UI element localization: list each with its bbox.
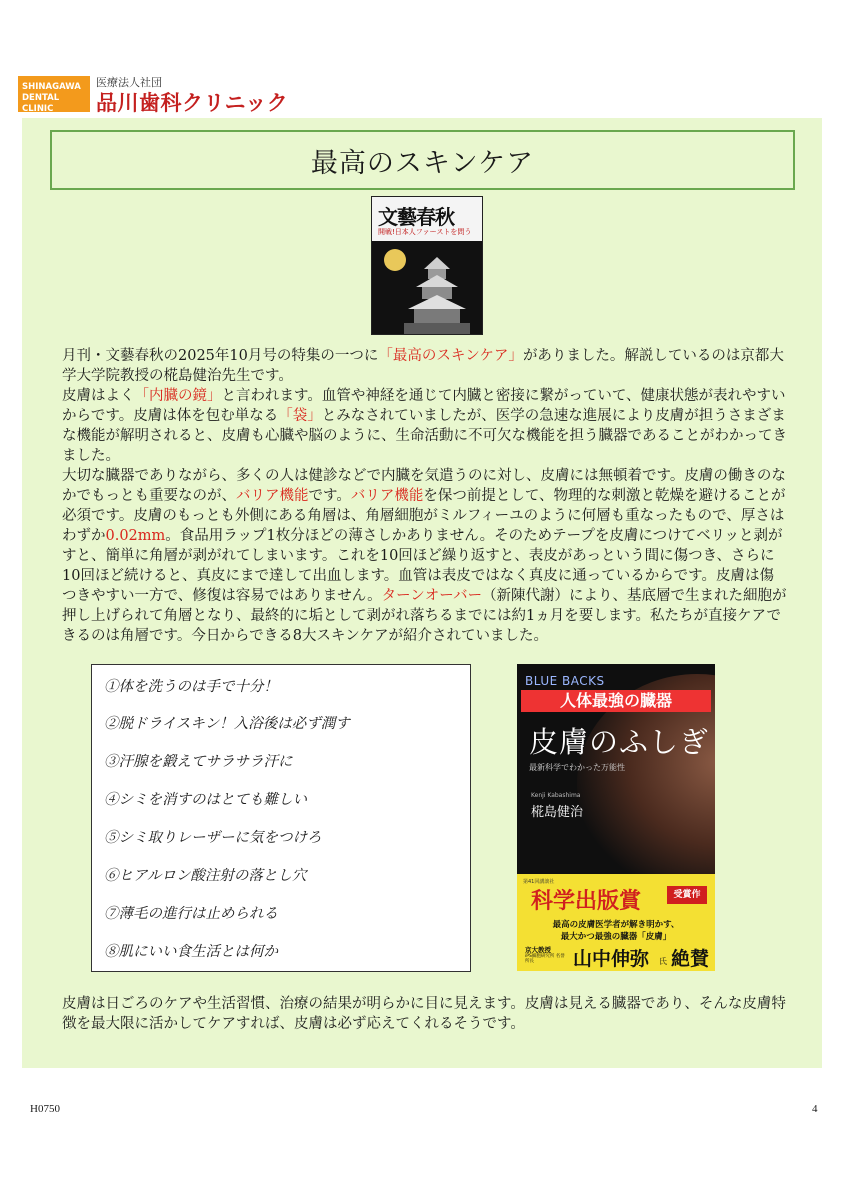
obi-honorific: 氏 [659,957,667,966]
magazine-cover-image [371,196,483,335]
book-cover-image [517,664,715,971]
text-segment: 皮膚はよく [62,388,135,404]
document-code: H0750 [30,1103,60,1115]
book-obi-band [517,874,715,971]
book-series: BLUE BACKS [525,674,605,688]
text-segment: （新陳代謝）により、基底層で生まれた細胞が押し上げられて角層となり、最終的に垢として剥がれ落ちるまでには約1ヵ月を要します。私たちが直接ケアできるのは角層です。今日からできる8大スキンケアが紹介されていました。 [62,588,787,644]
text-segment: がありました。解説しているのは京都大学大学院教授の椛島健治先生です。 [62,348,784,384]
article-body [62,346,787,646]
obi-award: 科学出版賞 [531,889,642,914]
obi-copy-line-2: 最大かつ最強の臓器「皮膚」 [560,932,672,942]
obi-affiliation: 京大教授 [525,946,551,954]
text-segment: を保つ前提として、物理的な刺激と乾燥を避けることが必須です。皮膚のもっとも外側にある角層は、角層細胞がミルフィーユのように何層も重なったもので、厚さはわずか [62,488,786,544]
logo-line-1: SHINAGAWA [22,82,81,92]
obi-affiliation-detail: iPS細胞研究所 名誉所長 [525,954,565,964]
paragraph-intro [62,346,787,386]
highlight-text: バリア機能 [236,488,309,504]
corporation-label: 医療法人社団 [96,76,162,89]
list-item: ⑥ヒアルロン酸注射の落とし穴 [104,868,307,884]
book-tagline: 最新科学でわかった万能性 [529,763,625,772]
list-item: ⑦薄毛の進行は止められる [104,906,278,922]
castle-icon [402,255,472,335]
award-badge: 受賞作 [667,886,707,904]
book-author-romaji: Kenji Kabashima [531,792,581,799]
text-segment: と言われます。血管や神経を通じて内臓と密接に繋がっていて、健康状態が表れやすいからです。皮膚は体を包む単なる [62,388,786,424]
text-segment: です。 [308,488,351,504]
highlight-text: 「最高のスキンケア」 [378,348,523,364]
list-item: ③汗腺を鍛えてサラサラ汗に [104,754,293,770]
highlight-text: 「内臓の鏡」 [134,388,222,404]
magazine-subtitle: 開戦!日本人ファーストを問う [378,228,472,236]
obi-award-caption: 第41回講談社 [523,879,555,885]
clinic-name: 品川歯科クリニック [96,91,289,115]
text-segment: 。食品用ラップ1枚分ほどの薄さしかありません。そのためテープを皮膚につけてベリッと剥がすと、簡単に角層が剥がれてしまいます。これを10回ほど繰り返すと、表皮があっという間に傷つき、さらに10回ほど続けると、真皮にまで達して出血します。血管は表皮ではなく真皮に通っているからです。皮膚は傷つきやすい一方で、修復は容易ではありません。 [62,528,783,604]
logo-line-2: DENTAL CLINIC [22,93,60,114]
page-number: 4 [812,1103,818,1115]
highlight-text: バリア機能 [350,488,424,504]
clinic-logo [18,76,90,112]
obi-copy-line-1: 最高の皮膚医学者が解き明かす、 [552,920,680,930]
closing-paragraph: 皮膚は日ごろのケアや生活習慣、治療の結果が明らかに目に見えます。皮膚は見える臓器であり、そんな皮膚特徴を最大限に活かしてケアすれば、皮膚は必ず応えてくれるそうです。 [62,996,786,1032]
magazine-title: 文藝春秋 [378,205,454,229]
list-item: ①体を洗うのは手で十分！ [104,679,278,695]
book-title: 皮膚のふしぎ [529,725,710,759]
highlight-text: 「袋」 [278,408,322,424]
list-item: ⑧肌にいい食生活とは何か [104,944,278,960]
list-item: ②脱ドライスキン！入浴後は必ず潤す [104,716,350,732]
list-item: ④シミを消すのはとても難しい [104,792,307,808]
page-title: 最高のスキンケア [50,130,795,190]
book-band: 人体最強の臓器 [521,690,711,712]
obi-endorser-name: 山中伸弥 [573,948,650,970]
obi-praise: 絶賛 [671,948,710,970]
highlight-text: 0.02mm [105,528,166,544]
text-segment: 月刊・文藝春秋の2025年10月号の特集の一つに [62,348,379,364]
paragraph-mirror [62,386,787,466]
book-author: 椛島健治 [531,805,584,820]
paragraph-barrier [62,466,787,646]
list-item: ⑤シミ取りレーザーに気をつけろ [104,830,322,846]
text-segment: とみなされていましたが、医学の急速な進展により皮膚が担うさまざまな機能が解明されると、皮膚も心臓や脳のように、生命活動に不可欠な機能を担う臓器であることがわかってきました。 [62,408,787,464]
highlight-text: ターンオーバー [381,588,483,604]
skincare-tips-list [91,664,471,972]
text-segment: 大切な臓器でありながら、多くの人は健診などで内臓を気遣うのに対し、皮膚には無頓着です。皮膚の働きのなかでもっとも重要なのが、 [62,468,786,504]
